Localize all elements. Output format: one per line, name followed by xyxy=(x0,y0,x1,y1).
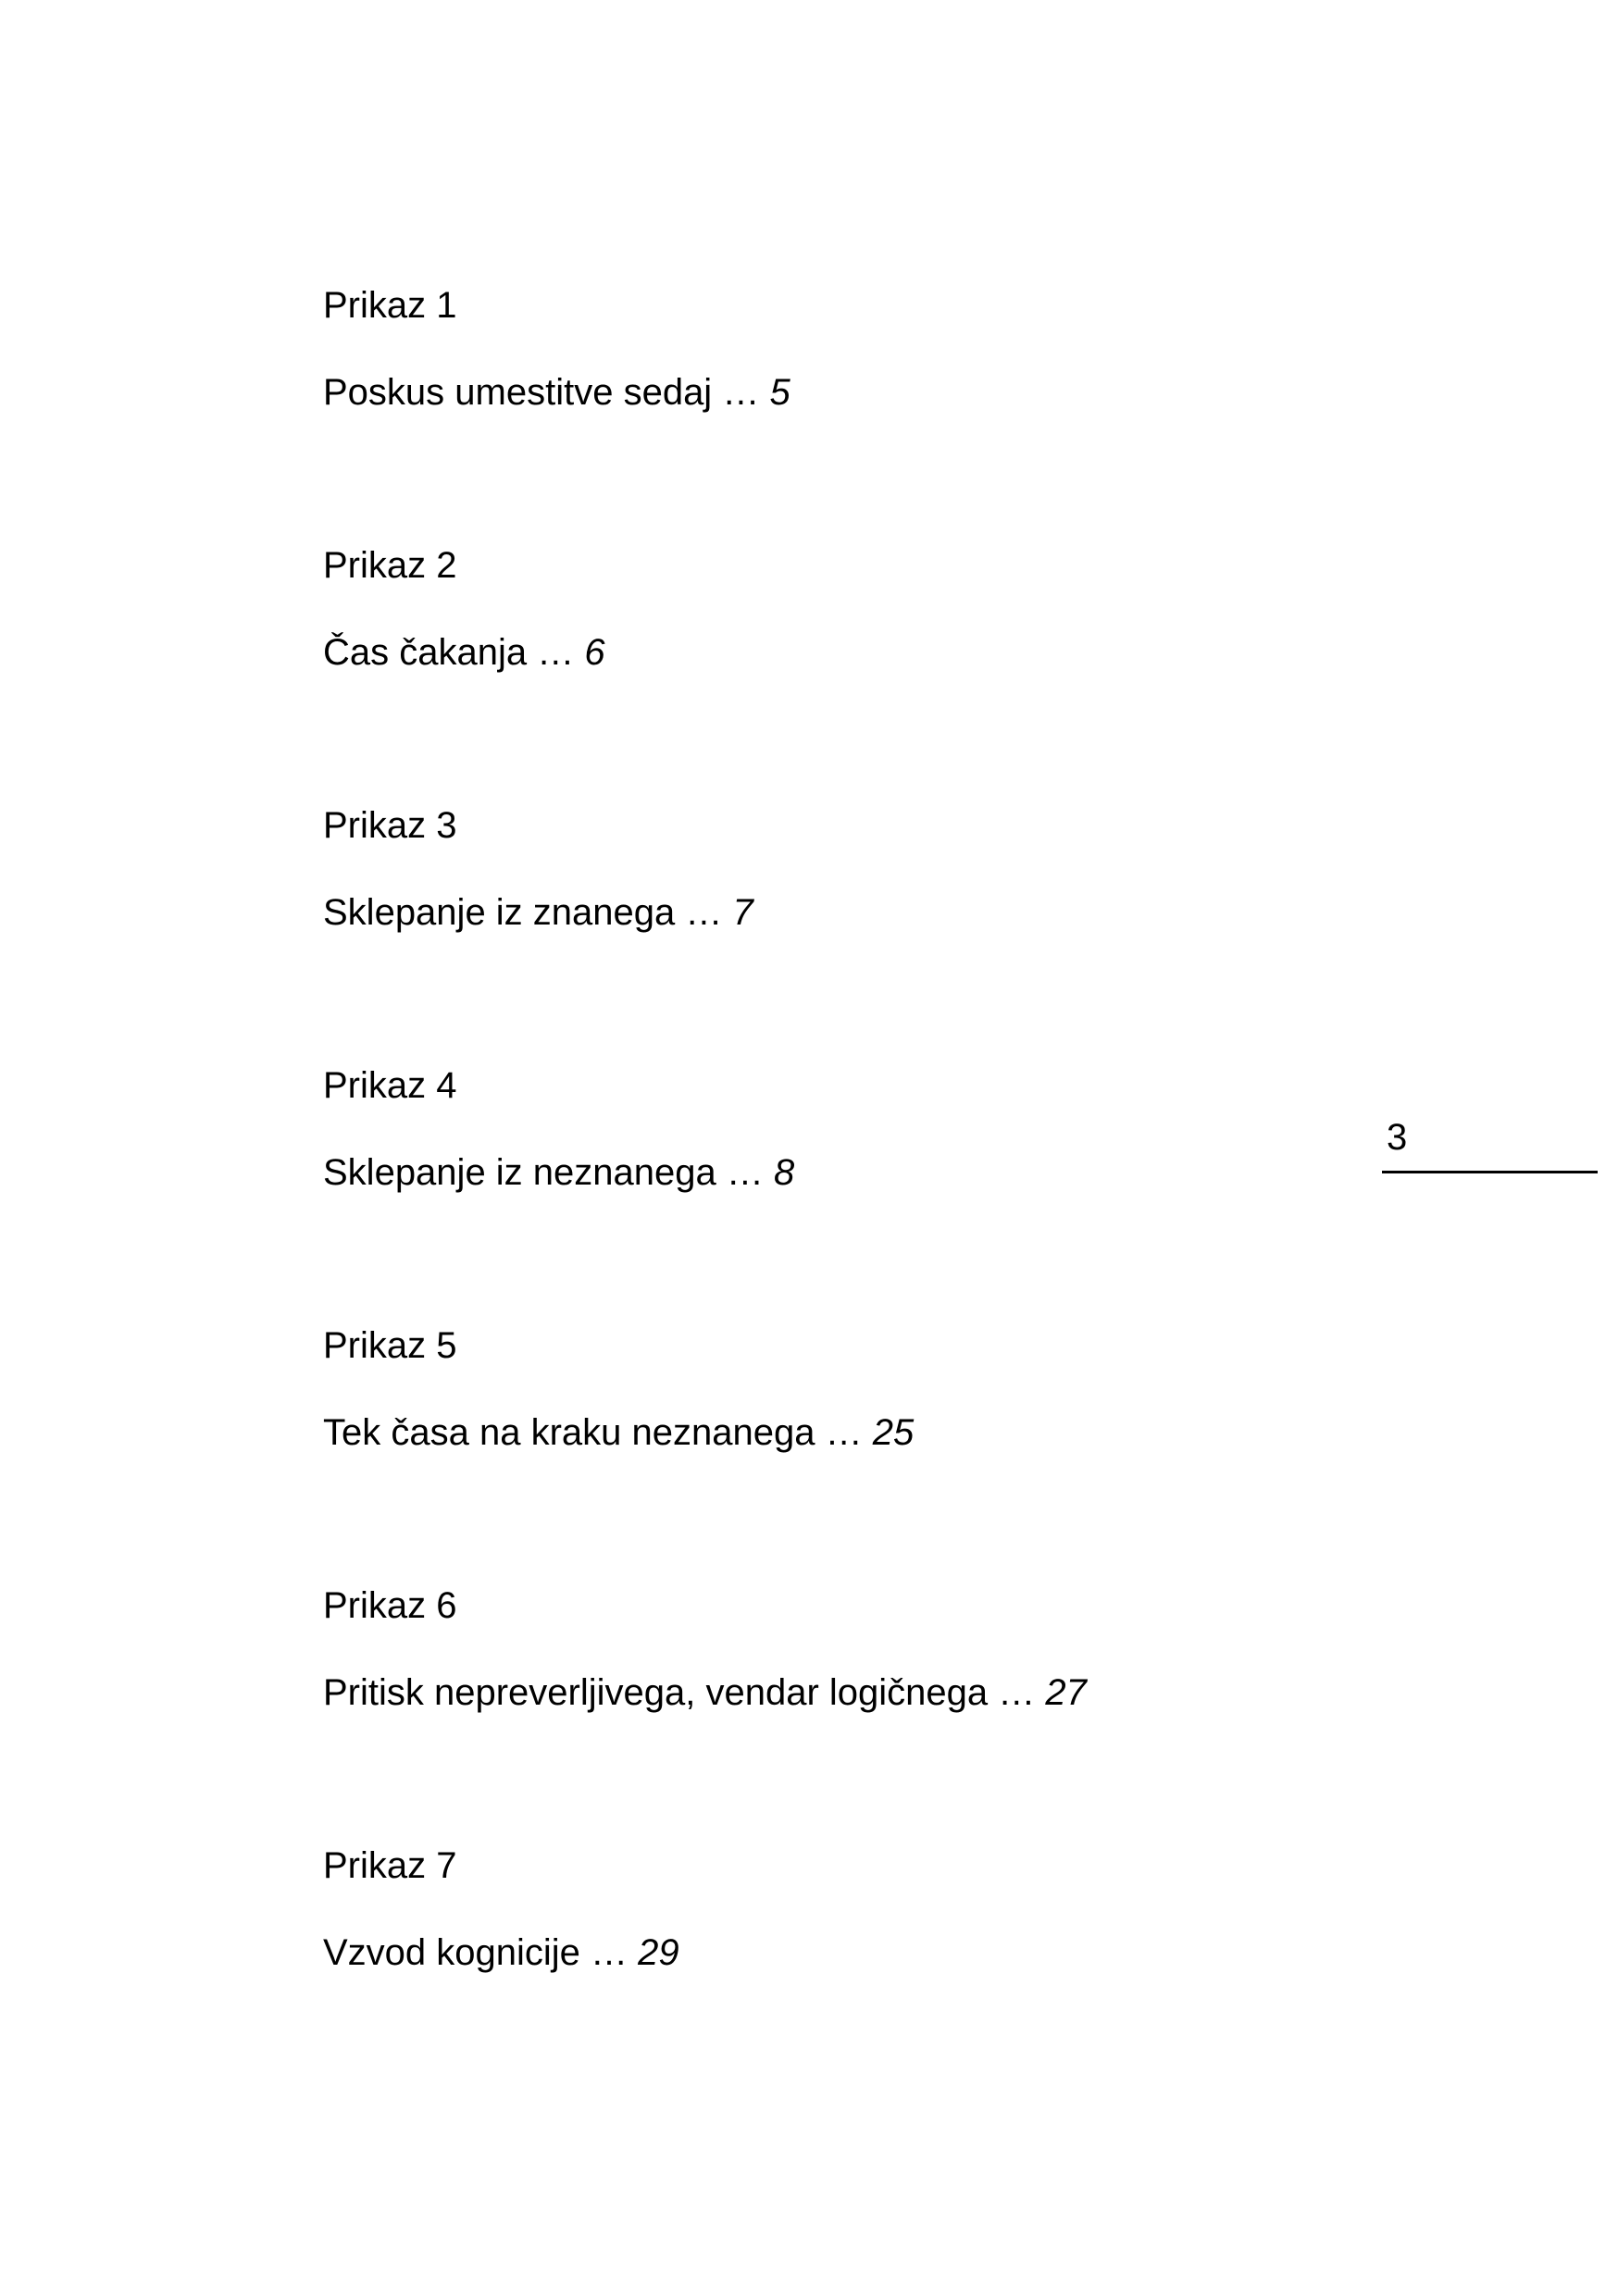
figure-page-ref: 7 xyxy=(732,892,753,933)
page-number-rule xyxy=(1382,1171,1598,1173)
figure-page-ref: 25 xyxy=(872,1412,915,1453)
figure-title: Sklepanje iz neznanega xyxy=(323,1152,716,1193)
figure-label: Prikaz 2 xyxy=(323,545,457,586)
figure-entry xyxy=(323,1410,914,1455)
leader-ellipsis: … xyxy=(527,632,585,673)
leader-ellipsis: … xyxy=(675,892,733,933)
figure-label: Prikaz 7 xyxy=(323,1845,457,1886)
leader-ellipsis: … xyxy=(716,1152,774,1193)
figure-entry xyxy=(323,1150,794,1195)
figure-title: Sklepanje iz znanega xyxy=(323,892,676,933)
leader-ellipsis: … xyxy=(579,1932,639,1973)
figure-page-ref: 6 xyxy=(584,632,605,673)
leader-ellipsis: … xyxy=(815,1412,873,1453)
figure-title: Poskus umestitve sedaj xyxy=(323,372,713,413)
figure-page-ref: 29 xyxy=(638,1932,679,1973)
figure-label: Prikaz 5 xyxy=(323,1325,457,1366)
figure-entry xyxy=(323,890,753,935)
figure-page-ref: 27 xyxy=(1045,1672,1087,1713)
figure-entry xyxy=(323,1930,679,1975)
figure-label: Prikaz 3 xyxy=(323,805,457,846)
figure-title: Tek časa na kraku neznanega xyxy=(323,1412,815,1453)
figure-page-ref: 5 xyxy=(769,372,790,413)
figure-label: Prikaz 6 xyxy=(323,1585,457,1626)
page-number: 3 xyxy=(1387,1117,1408,1158)
figure-entry xyxy=(323,1670,1087,1715)
leader-ellipsis: … xyxy=(712,372,770,413)
figure-title: Čas čakanja xyxy=(323,632,528,673)
leader-ellipsis: … xyxy=(988,1672,1046,1713)
figure-entry xyxy=(323,630,605,675)
figure-entry xyxy=(323,370,790,415)
figure-page-ref: 8 xyxy=(774,1152,795,1193)
figure-label: Prikaz 4 xyxy=(323,1065,457,1106)
figure-label: Prikaz 1 xyxy=(323,285,457,326)
figure-title: Vzvod kognicije xyxy=(323,1932,580,1973)
figure-title: Pritisk nepreverljivega, vendar logičnega xyxy=(323,1672,989,1713)
